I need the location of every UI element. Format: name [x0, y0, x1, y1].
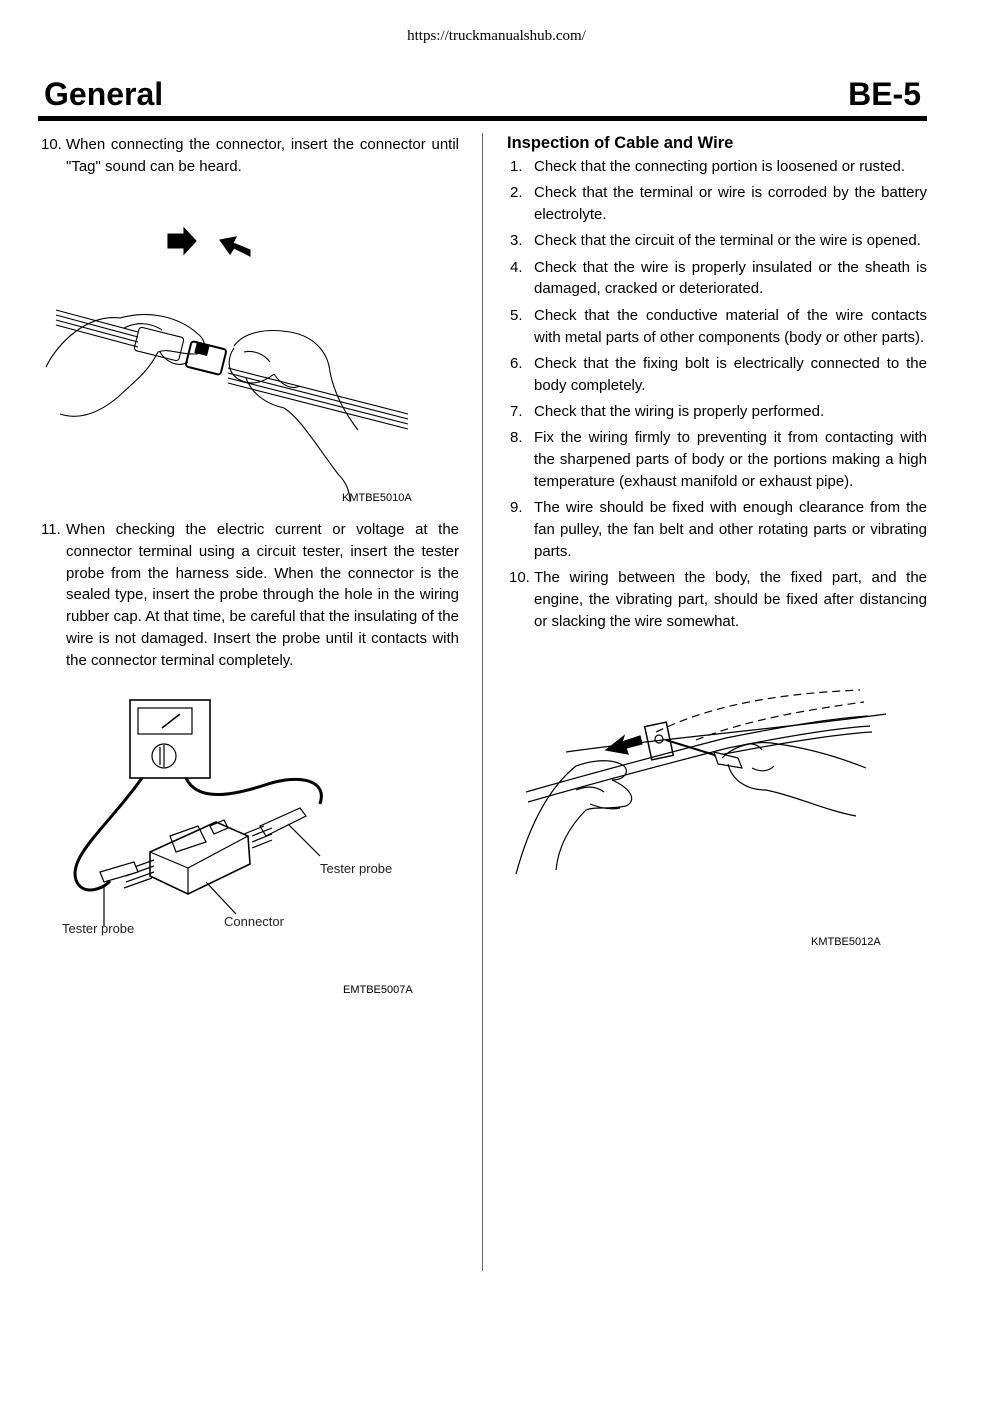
item-number: 4.	[510, 258, 523, 276]
figure-circuit-tester	[38, 676, 459, 1016]
inspection-item	[506, 567, 927, 632]
inspection-item	[506, 257, 927, 301]
step-text: When checking the electric current or voltage at the connector terminal using a circuit tester, insert the tester probe from the harness side. When the connector is the sealed type, insert the probe through the hole in the wiring rubber cap. At that time, be careful that the insulating of the wire is not damaged. Insert the probe until it contacts with the connector terminal completely.	[66, 521, 459, 669]
item-text: Check that the terminal or wire is corroded by the battery electrolyte.	[534, 184, 927, 224]
needle-icon	[162, 714, 180, 728]
arrow-left-icon	[220, 237, 250, 256]
item-number: 5.	[510, 306, 523, 324]
page-code: BE-5	[848, 76, 921, 112]
item-number: 8.	[510, 429, 523, 447]
item-text: Check that the fixing bolt is electrically connected to the body completely.	[534, 354, 927, 394]
inspection-item	[506, 230, 927, 252]
item-number: 6.	[510, 354, 523, 372]
step-11	[38, 519, 459, 672]
figure-connector-insert	[38, 182, 459, 513]
arrow-right-icon	[168, 228, 196, 254]
inspection-item	[506, 305, 927, 349]
inspection-item	[506, 401, 927, 423]
item-number: 3.	[510, 232, 523, 250]
right-column	[506, 134, 927, 970]
item-text: Check that the circuit of the terminal or the wire is opened.	[534, 232, 921, 250]
step-text: When connecting the connector, insert the connector until "Tag" sound can be heard.	[66, 136, 459, 175]
item-text: Check that the conductive material of the wire contacts with metal parts of other components (body or other parts).	[534, 306, 927, 346]
figure-code: KMTBE5012A	[811, 936, 881, 949]
item-text: The wiring between the body, the fixed part, and the engine, the vibrating part, should be fixed after distancing or slacking the wire somewhat.	[534, 569, 927, 630]
inspection-item	[506, 353, 927, 397]
item-text: Check that the wiring is properly performed.	[534, 402, 825, 420]
item-text: The wire should be fixed with enough clearance from the fan pulley, the fan belt and other rotating parts or vibrating parts.	[534, 499, 927, 560]
wire-clamp-illustration	[506, 640, 927, 970]
item-text: Check that the connecting portion is loosened or rusted.	[534, 158, 906, 175]
connector-insert-illustration	[38, 182, 459, 513]
inspection-item	[506, 182, 927, 226]
figure-code: EMTBE5007A	[343, 984, 413, 997]
item-text: Check that the wire is properly insulated or the sheath is damaged, cracked or deteriorated.	[534, 258, 927, 298]
figure-wire-clamp	[506, 640, 927, 970]
item-number: 7.	[510, 402, 523, 420]
label-tester-probe-left: Tester probe	[62, 921, 135, 937]
arrow-left-icon	[606, 736, 642, 754]
section-title: General	[44, 76, 164, 112]
header-rule	[38, 116, 927, 121]
circuit-tester-illustration	[38, 676, 459, 1016]
step-10	[38, 134, 459, 178]
column-divider	[482, 133, 483, 1271]
figure-code: KMTBE5010A	[342, 492, 412, 505]
item-number: 1.	[510, 158, 523, 175]
inspection-heading: Inspection of Cable and Wire	[507, 134, 734, 152]
left-column	[38, 134, 459, 1016]
label-tester-probe-right: Tester probe	[320, 861, 393, 877]
inspection-item	[506, 156, 927, 178]
item-text: Fix the wiring firmly to preventing it from contacting with the sharpened parts of body or the portions making a high temperature (exhaust manifold or exhaust pipe).	[534, 429, 927, 490]
inspection-item	[506, 497, 927, 562]
inspection-item	[506, 427, 927, 492]
item-number: 2.	[510, 184, 523, 202]
step-number: 11.	[41, 521, 61, 539]
label-connector: Connector	[224, 914, 284, 930]
item-number: 9.	[510, 499, 523, 517]
step-number: 10.	[41, 136, 62, 153]
source-url: https://truckmanualshub.com/	[407, 28, 586, 44]
item-number: 10.	[509, 569, 530, 587]
